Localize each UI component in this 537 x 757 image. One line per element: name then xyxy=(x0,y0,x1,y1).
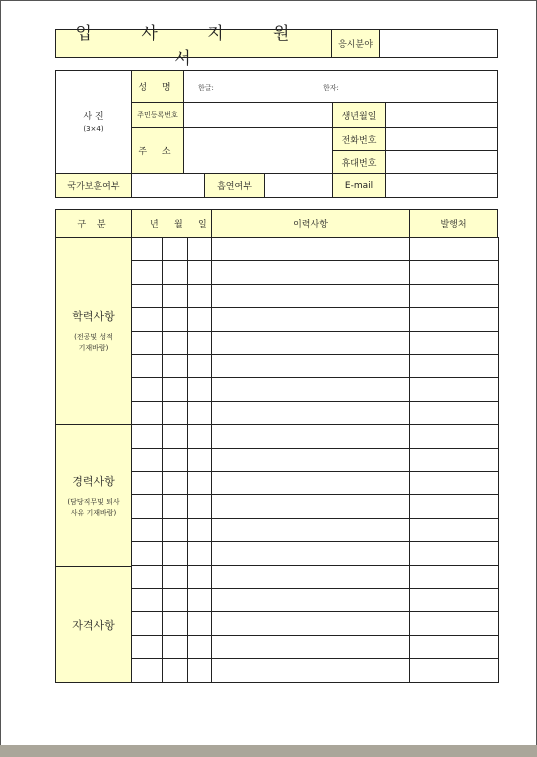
table-cell[interactable] xyxy=(162,471,188,495)
table-cell[interactable] xyxy=(131,401,163,425)
table-cell[interactable] xyxy=(131,237,163,261)
table-cell[interactable] xyxy=(211,448,410,472)
table-cell[interactable] xyxy=(187,331,212,355)
table-cell[interactable] xyxy=(187,541,212,565)
table-cell[interactable] xyxy=(162,401,188,425)
table-cell[interactable] xyxy=(162,541,188,565)
table-cell[interactable] xyxy=(211,401,410,425)
table-cell[interactable] xyxy=(187,658,212,682)
birth-field[interactable] xyxy=(385,102,498,128)
table-cell[interactable] xyxy=(187,471,212,495)
apply-field-label: 응시분야 xyxy=(331,29,380,58)
table-cell[interactable] xyxy=(409,284,499,308)
table-cell[interactable] xyxy=(187,635,212,659)
address-label: 주 소 xyxy=(131,127,184,174)
table-cell[interactable] xyxy=(131,471,163,495)
table-cell[interactable] xyxy=(409,588,499,612)
table-cell[interactable] xyxy=(131,377,163,401)
col-day-header: 일 xyxy=(198,220,207,230)
table-cell[interactable] xyxy=(131,658,163,682)
section-license xyxy=(55,566,132,683)
table-cell[interactable] xyxy=(211,284,410,308)
table-cell[interactable] xyxy=(211,565,410,589)
col-year-header: 년 xyxy=(150,220,159,230)
col-category-header: 구 분 xyxy=(55,209,132,238)
table-cell[interactable] xyxy=(409,307,499,331)
form-title: 입 사 지 원 서 xyxy=(55,29,332,58)
table-cell[interactable] xyxy=(131,307,163,331)
email-label: E-mail xyxy=(332,173,386,198)
table-cell[interactable] xyxy=(211,471,410,495)
table-cell[interactable] xyxy=(162,307,188,331)
table-cell[interactable] xyxy=(409,635,499,659)
table-cell[interactable] xyxy=(409,354,499,378)
table-cell[interactable] xyxy=(187,588,212,612)
table-cell[interactable] xyxy=(409,565,499,589)
col-date-header xyxy=(131,209,212,238)
table-cell[interactable] xyxy=(409,331,499,355)
name-label: 성 명 xyxy=(131,70,184,103)
photo-label: 사 진 xyxy=(83,112,104,122)
table-cell[interactable] xyxy=(131,284,163,308)
table-cell[interactable] xyxy=(187,611,212,635)
table-cell[interactable] xyxy=(131,518,163,542)
apply-field-input[interactable] xyxy=(379,29,498,58)
section-career-title: 경력사항 xyxy=(72,474,115,488)
table-cell[interactable] xyxy=(131,494,163,518)
table-cell[interactable] xyxy=(131,611,163,635)
table-cell[interactable] xyxy=(211,541,410,565)
table-cell[interactable] xyxy=(131,354,163,378)
table-cell[interactable] xyxy=(162,611,188,635)
col-month-header: 월 xyxy=(174,220,183,230)
table-cell[interactable] xyxy=(409,377,499,401)
table-cell[interactable] xyxy=(211,377,410,401)
table-cell[interactable] xyxy=(211,588,410,612)
smoking-label: 흡연여부 xyxy=(204,173,265,198)
smoking-field[interactable] xyxy=(264,173,333,198)
section-education xyxy=(55,237,132,425)
table-cell[interactable] xyxy=(131,588,163,612)
section-education-title: 학력사항 xyxy=(72,310,115,323)
table-cell[interactable] xyxy=(131,331,163,355)
table-cell[interactable] xyxy=(409,401,499,425)
photo-box[interactable] xyxy=(55,70,132,174)
table-cell[interactable] xyxy=(409,424,499,448)
table-cell[interactable] xyxy=(211,260,410,284)
table-cell[interactable] xyxy=(162,518,188,542)
section-license-title: 자격사항 xyxy=(72,618,115,632)
table-cell[interactable] xyxy=(187,284,212,308)
table-cell[interactable] xyxy=(187,518,212,542)
table-cell[interactable] xyxy=(409,471,499,495)
table-cell[interactable] xyxy=(211,635,410,659)
table-cell[interactable] xyxy=(409,260,499,284)
table-cell[interactable] xyxy=(187,237,212,261)
table-cell[interactable] xyxy=(162,237,188,261)
address-field[interactable] xyxy=(183,127,333,174)
table-cell[interactable] xyxy=(187,307,212,331)
email-field[interactable] xyxy=(385,173,498,198)
table-cell[interactable] xyxy=(131,424,163,448)
rrn-field[interactable] xyxy=(183,102,333,128)
table-cell[interactable] xyxy=(409,518,499,542)
photo-size: (3×4) xyxy=(83,125,104,133)
table-cell[interactable] xyxy=(211,611,410,635)
col-issuer-header: 발행처 xyxy=(409,209,498,238)
table-cell[interactable] xyxy=(187,565,212,589)
table-cell[interactable] xyxy=(187,377,212,401)
phone-label: 전화번호 xyxy=(332,127,386,151)
table-cell[interactable] xyxy=(162,588,188,612)
table-cell[interactable] xyxy=(409,541,499,565)
table-cell[interactable] xyxy=(162,494,188,518)
veteran-field[interactable] xyxy=(131,173,205,198)
table-cell[interactable] xyxy=(409,658,499,682)
table-cell[interactable] xyxy=(162,354,188,378)
table-cell[interactable] xyxy=(187,354,212,378)
birth-label: 생년월일 xyxy=(332,102,386,128)
table-cell[interactable] xyxy=(187,448,212,472)
table-cell[interactable] xyxy=(187,424,212,448)
section-career-note: (담당직무및 퇴사 xyxy=(67,497,120,506)
table-cell[interactable] xyxy=(131,448,163,472)
table-cell[interactable] xyxy=(162,284,188,308)
table-cell[interactable] xyxy=(409,494,499,518)
table-cell[interactable] xyxy=(162,635,188,659)
name-field[interactable] xyxy=(183,70,498,103)
rrn-label: 주민등록번호 xyxy=(131,102,184,128)
table-cell[interactable] xyxy=(131,260,163,284)
veteran-label: 국가보훈여부 xyxy=(55,173,132,198)
section-career xyxy=(55,424,132,567)
hangul-label: 한글: xyxy=(198,84,214,92)
table-cell[interactable] xyxy=(409,448,499,472)
table-cell[interactable] xyxy=(187,260,212,284)
table-cell[interactable] xyxy=(162,448,188,472)
table-cell[interactable] xyxy=(409,237,499,261)
table-cell[interactable] xyxy=(162,331,188,355)
table-cell[interactable] xyxy=(187,494,212,518)
table-cell[interactable] xyxy=(211,424,410,448)
section-education-note: 기재바람) xyxy=(78,344,109,352)
table-cell[interactable] xyxy=(409,611,499,635)
phone-field[interactable] xyxy=(385,127,498,151)
mobile-label: 휴대번호 xyxy=(332,150,386,174)
mobile-field[interactable] xyxy=(385,150,498,174)
table-cell[interactable] xyxy=(162,260,188,284)
table-cell[interactable] xyxy=(131,565,163,589)
table-cell[interactable] xyxy=(162,424,188,448)
table-cell[interactable] xyxy=(131,635,163,659)
col-detail-header: 이력사항 xyxy=(211,209,410,238)
table-cell[interactable] xyxy=(211,658,410,682)
table-cell[interactable] xyxy=(162,377,188,401)
table-cell[interactable] xyxy=(211,494,410,518)
table-cell[interactable] xyxy=(211,518,410,542)
section-career-note: 사유 기재바람) xyxy=(70,508,117,517)
table-cell[interactable] xyxy=(162,658,188,682)
table-cell[interactable] xyxy=(162,565,188,589)
table-cell[interactable] xyxy=(211,307,410,331)
table-cell[interactable] xyxy=(131,541,163,565)
section-education-note: (전공및 성적 xyxy=(74,333,113,341)
table-cell[interactable] xyxy=(211,354,410,378)
window-bottom-bar xyxy=(0,745,537,757)
table-cell[interactable] xyxy=(211,331,410,355)
hanja-label: 한자: xyxy=(323,84,339,92)
table-cell[interactable] xyxy=(211,237,410,261)
table-cell[interactable] xyxy=(187,401,212,425)
